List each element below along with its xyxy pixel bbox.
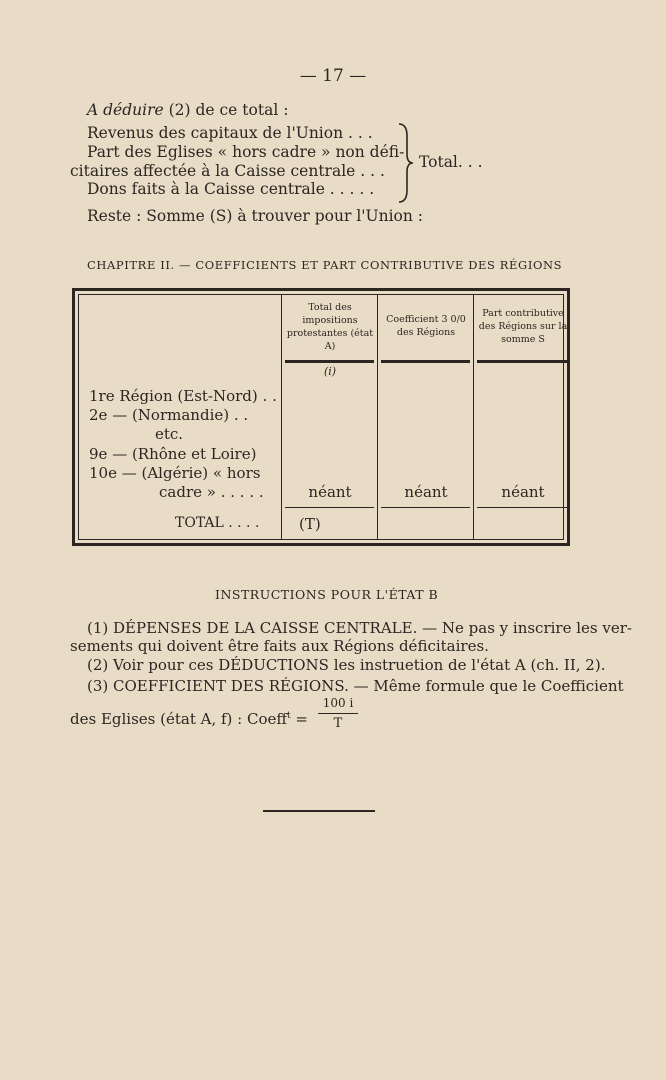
column-divider bbox=[281, 295, 282, 539]
deduction-heading-rest: (2) de ce total : bbox=[163, 101, 289, 119]
table-row: etc. bbox=[155, 425, 184, 443]
header-rule bbox=[477, 360, 567, 363]
deduction-line-3: citaires affectée à la Caisse centrale . . . bbox=[70, 162, 385, 180]
page-number: — 17 — bbox=[299, 66, 367, 86]
deduction-heading-italic: A déduire bbox=[87, 101, 164, 119]
instructions-title: INSTRUCTIONS POUR L'ÉTAT B bbox=[215, 587, 439, 602]
table-row: 10e — (Algérie) « hors bbox=[89, 464, 261, 482]
header-rule bbox=[285, 360, 374, 363]
deduction-heading bbox=[87, 101, 288, 119]
regions-table bbox=[72, 288, 570, 546]
total-rule bbox=[285, 507, 374, 508]
total-label: Total. . . bbox=[419, 153, 483, 171]
instruction-2: (2) Voir pour ces DÉDUCTIONS les instruetion de l'état A (ch. II, 2). bbox=[87, 656, 606, 674]
formula-equals: = bbox=[290, 710, 308, 728]
header-rule bbox=[381, 360, 470, 363]
formula-sup: t bbox=[287, 711, 291, 721]
header-coefficient: Coefficient 3 0/0 des Régions bbox=[386, 314, 466, 338]
formula-numerator: 100 i bbox=[322, 696, 354, 710]
fraction-bar bbox=[318, 713, 358, 714]
total-rule bbox=[381, 507, 470, 508]
column-divider bbox=[377, 295, 378, 539]
column-note: (i) bbox=[323, 365, 337, 378]
value-cell: néant bbox=[404, 483, 448, 501]
deduction-line-4: Dons faits à la Caisse centrale . . . . . bbox=[87, 180, 375, 198]
header-total-impositions: Total des impositions protestantes (état A) bbox=[286, 302, 374, 352]
table-row: 1re Région (Est-Nord) . . bbox=[89, 387, 277, 405]
curly-brace-icon bbox=[395, 122, 417, 204]
formula-denominator: T bbox=[333, 716, 343, 731]
value-cell: néant bbox=[308, 483, 352, 501]
instruction-3: (3) COEFFICIENT DES RÉGIONS. — Même formule que le Coefficient bbox=[87, 677, 624, 695]
instruction-1-cont: sements qui doivent être faits aux Régions déficitaires. bbox=[70, 637, 489, 655]
value-cell: néant bbox=[501, 483, 545, 501]
instruction-1: (1) DÉPENSES DE LA CAISSE CENTRALE. — Ne pas y inscrire les ver- bbox=[87, 619, 632, 637]
formula-prefix: des Eglises (état A, f) : Coeff bbox=[70, 710, 288, 728]
deduction-line-1: Revenus des capitaux de l'Union . . . bbox=[87, 124, 373, 142]
column-divider bbox=[473, 295, 474, 539]
table-row: 2e — (Normandie) . . bbox=[89, 406, 249, 424]
reste-line: Reste : Somme (S) à trouver pour l'Union : bbox=[87, 207, 424, 225]
header-part-contributive: Part contributive des Régions sur la somme S bbox=[478, 308, 568, 345]
formula-line bbox=[70, 706, 308, 729]
table-inner-frame bbox=[78, 294, 568, 540]
total-rule bbox=[477, 507, 567, 508]
chapter-title: CHAPITRE II. — COEFFICIENTS ET PART CONTRIBUTIVE DES RÉGIONS bbox=[87, 258, 563, 272]
table-row: 9e — (Rhône et Loire) bbox=[89, 445, 257, 463]
deduction-line-2: Part des Eglises « hors cadre » non défi- bbox=[87, 143, 405, 161]
table-row: cadre » . . . . . bbox=[159, 483, 264, 501]
total-row-label: TOTAL . . . . bbox=[175, 515, 260, 531]
total-row-value: (T) bbox=[299, 515, 321, 533]
closing-rule bbox=[263, 810, 375, 812]
